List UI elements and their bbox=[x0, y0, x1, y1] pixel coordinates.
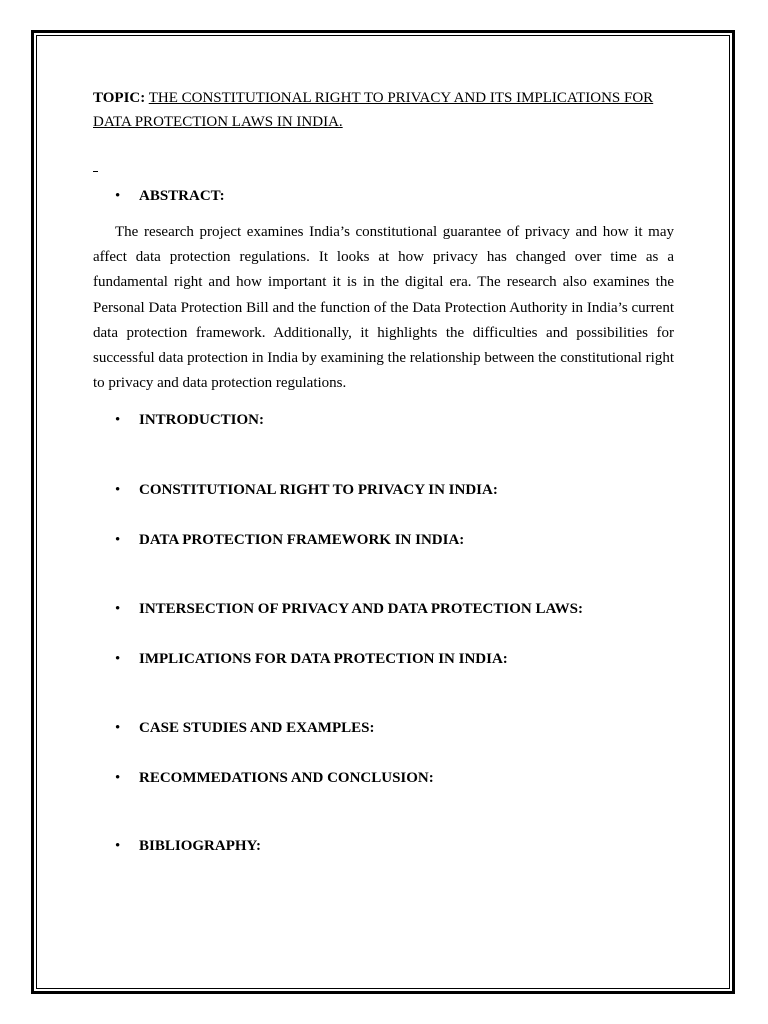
section-case-studies bbox=[93, 718, 674, 738]
stray-underline-mark bbox=[93, 158, 674, 178]
topic-label: TOPIC: bbox=[93, 90, 146, 106]
abstract-paragraph: The research project examines India’s constitutional guarantee of privacy and how it may affect data protection regulations. It looks at how privacy has changed over time as a fundamental right and how important it is in the digital era. The research also examines the Personal Data Protection Bill and the function of the Data Protection Authority in India’s current data protection framework. Additionally, it highlights the difficulties and possibilities for successful data protection in India by examining the relationship between the constitutional right to privacy and data protection regulations. bbox=[93, 224, 674, 392]
bullet-icon: • bbox=[115, 838, 121, 855]
abstract-heading: ABSTRACT: bbox=[139, 188, 225, 204]
bullet-icon: • bbox=[115, 651, 121, 668]
bullet-icon: • bbox=[115, 482, 121, 499]
section-label: BIBLIOGRAPHY: bbox=[139, 838, 261, 855]
section-intersection bbox=[93, 599, 674, 619]
section-label: CASE STUDIES AND EXAMPLES: bbox=[139, 720, 375, 737]
section-label: DATA PROTECTION FRAMEWORK IN INDIA: bbox=[139, 532, 465, 549]
topic-title: THE CONSTITUTIONAL RIGHT TO PRIVACY AND ITS IMPLICATIONS FOR DATA PROTECTION LAWS IN INDIA. bbox=[93, 90, 654, 130]
section-abstract bbox=[93, 186, 674, 206]
section-list bbox=[93, 186, 674, 856]
section-label: INTERSECTION OF PRIVACY AND DATA PROTECTION LAWS: bbox=[139, 601, 583, 618]
section-constitutional-right bbox=[93, 480, 674, 500]
section-implications bbox=[93, 649, 674, 669]
section-label: INTRODUCTION: bbox=[139, 412, 265, 429]
bullet-icon: • bbox=[115, 412, 121, 429]
bullet-icon: • bbox=[115, 601, 121, 618]
topic-heading bbox=[93, 86, 674, 134]
section-label: IMPLICATIONS FOR DATA PROTECTION IN INDIA: bbox=[139, 651, 508, 668]
bullet-icon: • bbox=[115, 770, 121, 787]
section-recommendations bbox=[93, 768, 674, 788]
section-label: CONSTITUTIONAL RIGHT TO PRIVACY IN INDIA: bbox=[139, 482, 498, 499]
bullet-icon: • bbox=[115, 188, 121, 204]
section-bibliography bbox=[93, 836, 674, 856]
section-label: RECOMMEDATIONS AND CONCLUSION: bbox=[139, 770, 434, 787]
bullet-icon: • bbox=[115, 532, 121, 549]
section-framework bbox=[93, 530, 674, 550]
abstract-body bbox=[93, 220, 674, 396]
document-content bbox=[93, 86, 674, 856]
section-introduction bbox=[93, 410, 674, 430]
bullet-icon: • bbox=[115, 720, 121, 737]
